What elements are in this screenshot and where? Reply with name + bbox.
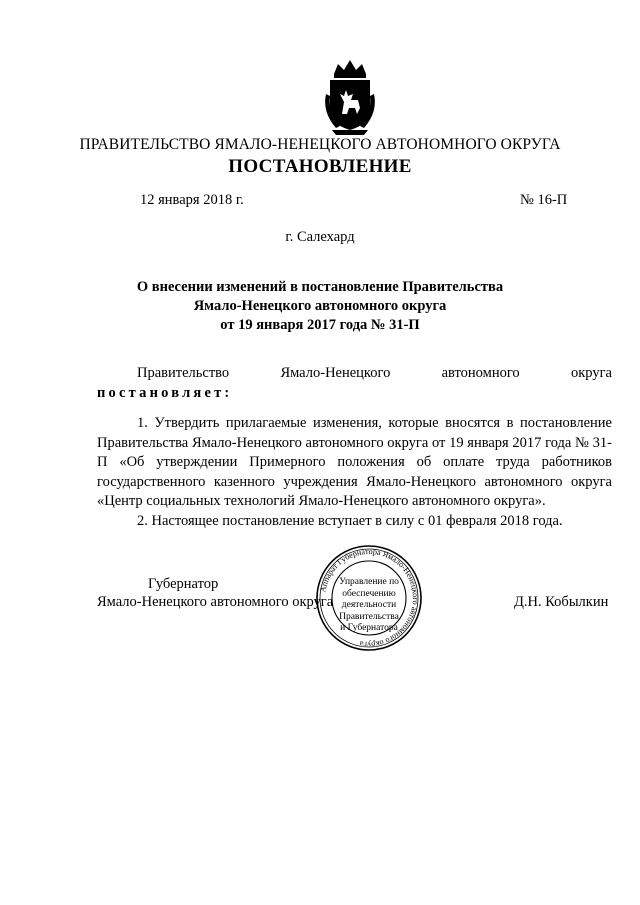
document-date: 12 января 2018 г. bbox=[140, 192, 244, 208]
seal-line: обеспечению bbox=[342, 588, 396, 599]
document-city: г. Салехард bbox=[285, 229, 355, 245]
svg-text:Аппарат Губернатора Ямало-Нене: Аппарат Губернатора Ямало-Ненецкого автономного округа bbox=[318, 546, 421, 650]
signatory-title: Губернатор bbox=[148, 576, 219, 592]
seal-line: и Губернатора bbox=[340, 623, 398, 633]
preamble-word: Правительство bbox=[137, 365, 230, 381]
body-paragraph: 1. Утвердить прилагаемые изменения, которые вносятся в постановление Правительства Ямало-Ненецкого автономного округа от 19 января 2017 года № 31-П «Об утверждении Примерного положения об оплате труда работников государственного казенного учреждения Ямало-Ненецкого автономного округа «Центр социальных технологий Ямало-Ненецкого автономного округа». bbox=[97, 415, 612, 509]
organization-title: ПРАВИТЕЛЬСТВО ЯМАЛО-НЕНЕЦКОГО АВТОНОМНОГО ОКРУГА bbox=[79, 136, 561, 153]
subject-line: от 19 января 2017 года № 31-П bbox=[220, 317, 420, 333]
document-subject bbox=[100, 278, 540, 335]
resolves-word: постановляет: bbox=[97, 385, 233, 401]
preamble bbox=[97, 365, 612, 382]
yamal-coat-of-arms-icon bbox=[320, 54, 380, 138]
document-type: ПОСТАНОВЛЕНИЕ bbox=[228, 156, 412, 177]
seal-line: Правительства bbox=[339, 611, 399, 622]
seal-center-text bbox=[334, 577, 404, 635]
preamble-word: автономного bbox=[441, 365, 520, 381]
signatory-name: Д.Н. Кобылкин bbox=[514, 594, 609, 610]
seal-line: Управление по bbox=[339, 577, 399, 587]
document-body bbox=[97, 414, 612, 531]
signatory-region: Ямало-Ненецкого автономного округа bbox=[97, 594, 334, 610]
body-paragraph: 2. Настоящее постановление вступает в силу с 01 февраля 2018 года. bbox=[137, 512, 563, 529]
document-number: № 16-П bbox=[520, 192, 568, 208]
preamble-word: округа bbox=[570, 365, 612, 381]
preamble-word: Ямало-Ненецкого bbox=[280, 365, 391, 381]
seal-line: деятельности bbox=[341, 600, 397, 610]
subject-line: Ямало-Ненецкого автономного округа bbox=[193, 298, 447, 314]
subject-line: О внесении изменений в постановление Правительства bbox=[136, 279, 504, 295]
